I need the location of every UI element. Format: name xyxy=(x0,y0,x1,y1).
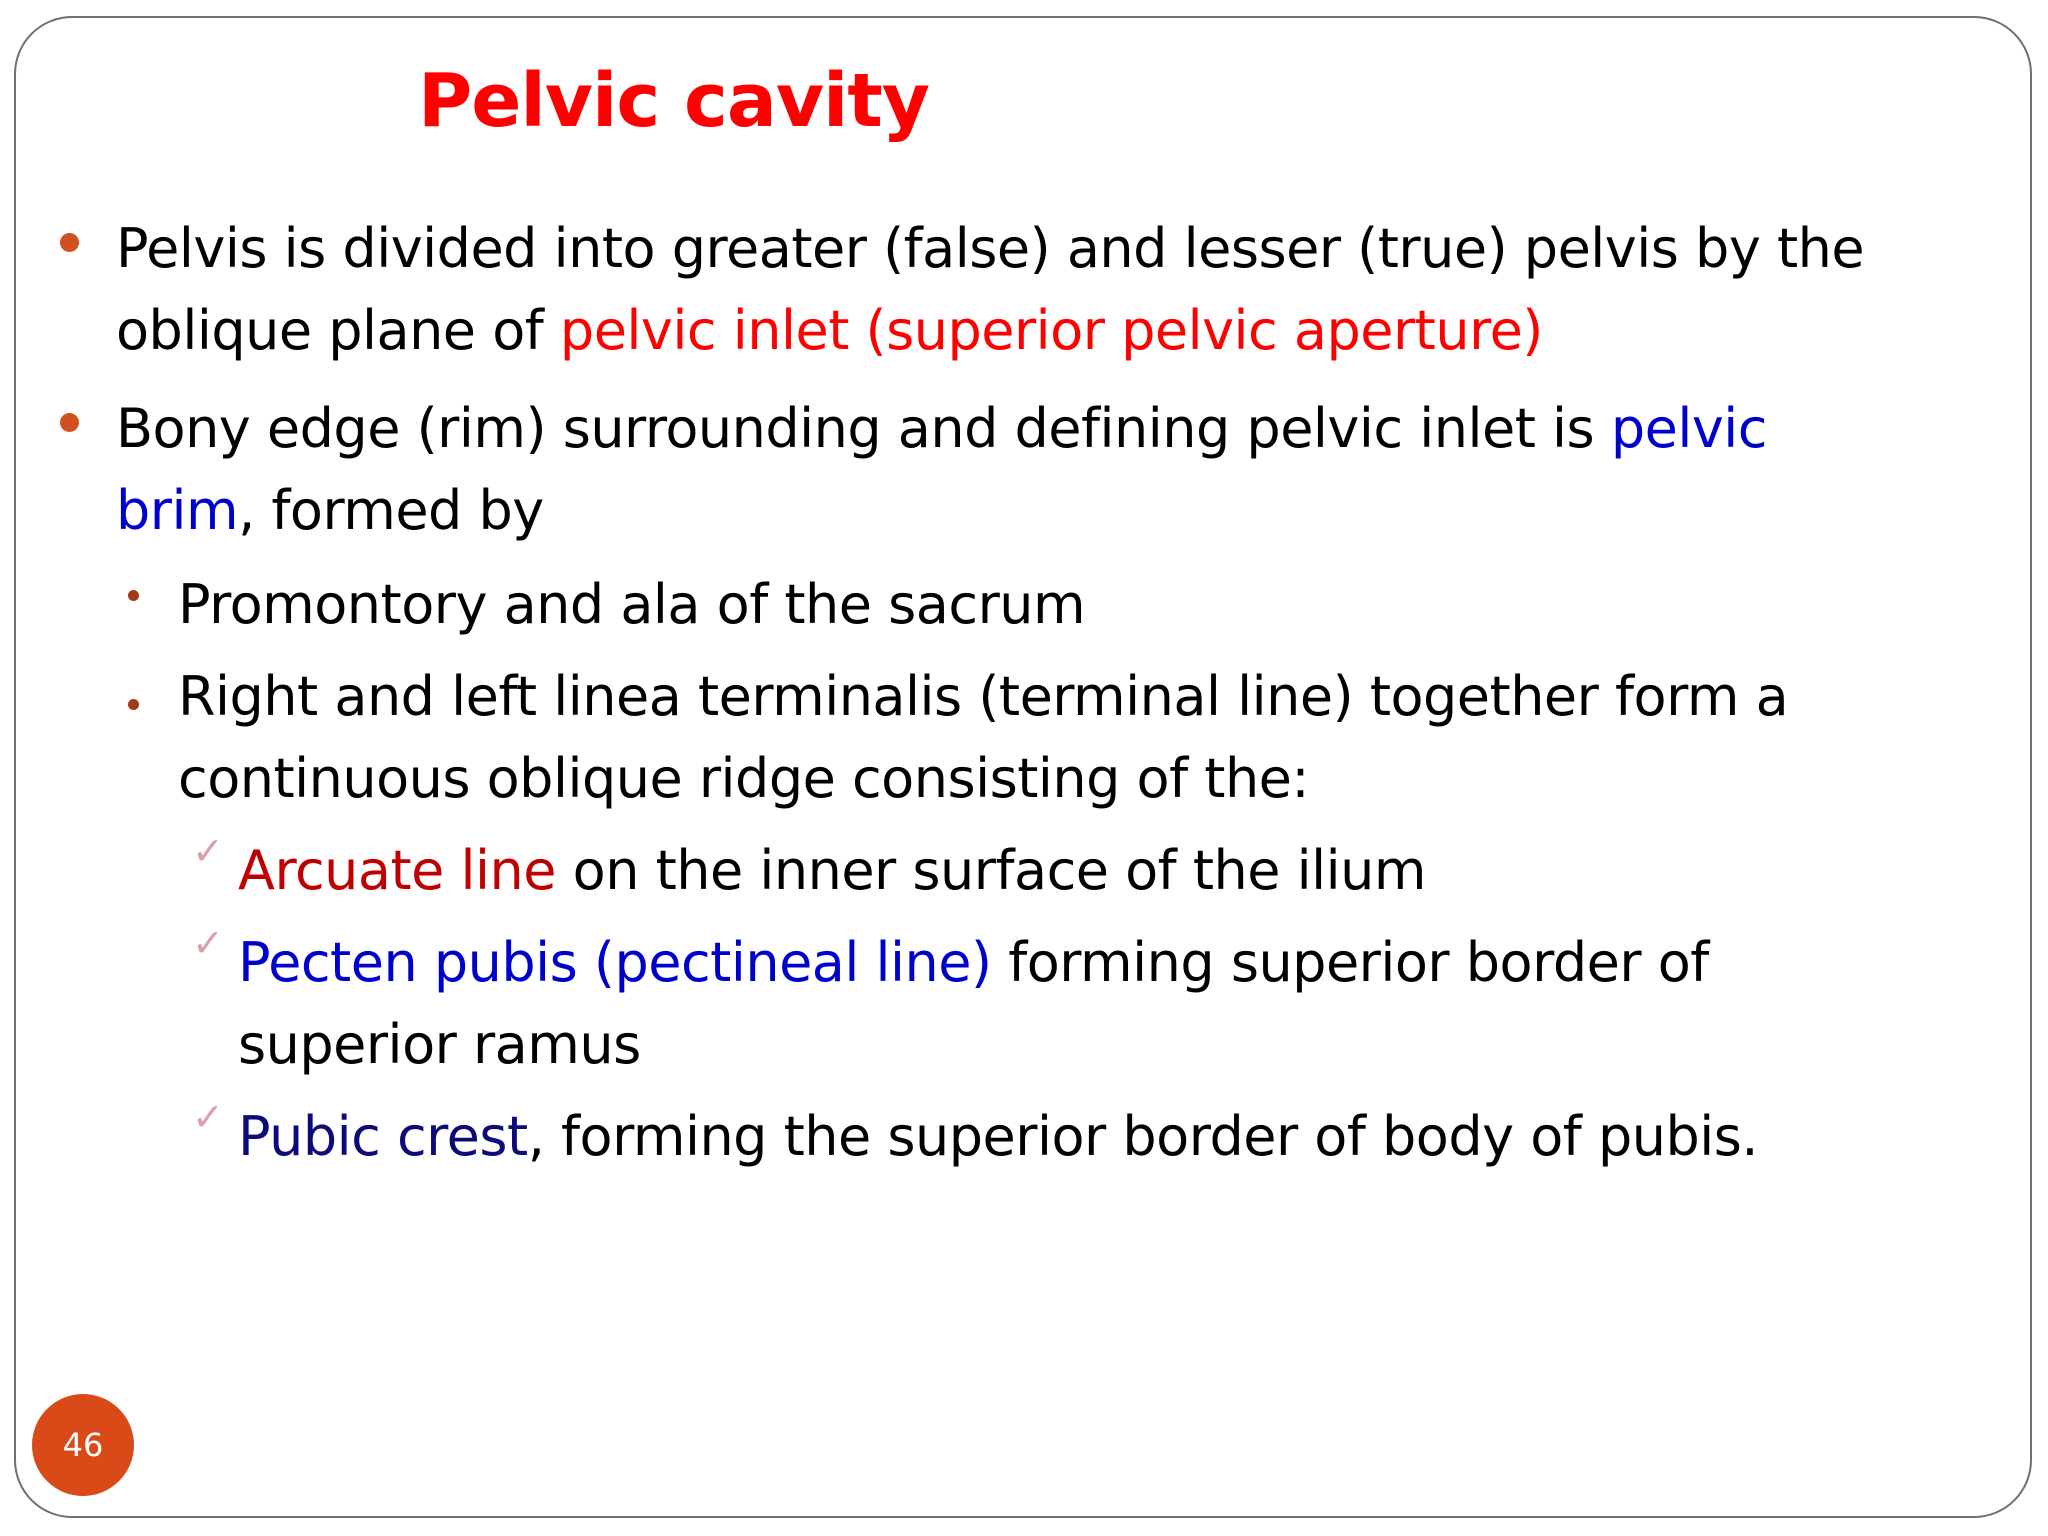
checkmark-icon: ✓ xyxy=(192,829,224,873)
bullet-1-text: oblique plane of xyxy=(116,299,560,362)
pelvic-brim-term-cont: brim xyxy=(116,479,239,542)
check-item-1 xyxy=(238,830,1426,912)
bullet-icon xyxy=(60,233,79,252)
check-item-1-text: on the inner surface of the ilium xyxy=(555,839,1426,902)
sub-bullet-2-line-1: Right and left linea terminalis (terminal line) together form a xyxy=(178,665,1789,728)
slide-title: Pelvic cavity xyxy=(418,58,930,144)
bullet-icon xyxy=(60,413,79,432)
pelvic-inlet-term: pelvic inlet (superior pelvic aperture) xyxy=(559,299,1543,362)
bullet-2-text: Bony edge (rim) surrounding and defining pelvic inlet is xyxy=(116,397,1611,460)
check-item-2-text: forming superior border of xyxy=(991,931,1709,994)
pubic-crest-term: Pubic crest xyxy=(238,1105,528,1168)
bullet-1-line-2 xyxy=(116,290,1543,372)
page-number-badge: 46 xyxy=(32,1394,134,1496)
check-item-3 xyxy=(238,1096,1758,1178)
sub-bullet-1: Promontory and ala of the sacrum xyxy=(178,573,1086,636)
check-item-3-text: , forming the superior border of body of pubis. xyxy=(527,1105,1759,1168)
checkmark-icon: ✓ xyxy=(192,1095,224,1139)
bullet-2-text-cont: , formed by xyxy=(238,479,544,542)
check-item-2-line-1 xyxy=(238,922,1709,1004)
arcuate-line-term: Arcuate line xyxy=(238,839,556,902)
pelvic-brim-term: pelvic xyxy=(1610,397,1767,460)
sub-bullet-icon xyxy=(128,590,139,601)
sub-bullet-icon xyxy=(128,699,139,710)
bullet-1-line-1: Pelvis is divided into greater (false) and lesser (true) pelvis by the xyxy=(116,217,1865,280)
sub-bullet-2-line-2: continuous oblique ridge consisting of the: xyxy=(178,747,1310,810)
check-item-2-line-2: superior ramus xyxy=(238,1013,641,1076)
bullet-2-line-2 xyxy=(116,470,544,552)
checkmark-icon: ✓ xyxy=(192,921,224,965)
bullet-2-line-1 xyxy=(116,388,1767,470)
pecten-pubis-term: Pecten pubis (pectineal line) xyxy=(238,931,992,994)
